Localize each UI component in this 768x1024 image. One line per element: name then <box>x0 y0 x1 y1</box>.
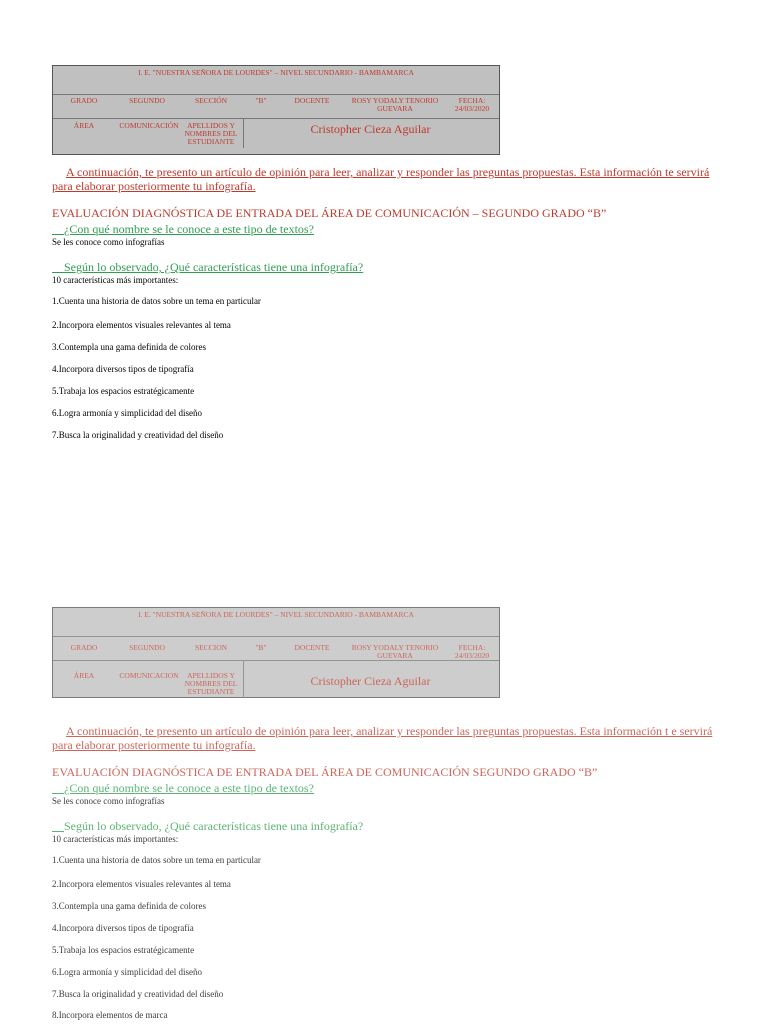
list-item: 4.Incorpora diversos tipos de tipografía <box>52 364 194 374</box>
docente-label: DOCENTE <box>294 643 330 652</box>
list-item: 1.Cuenta una historia de datos sobre un tema en particular <box>52 296 261 306</box>
list-item: 7.Busca la originalidad y creatividad del diseño <box>52 989 224 999</box>
evaluation-title: EVALUACIÓN DIAGNÓSTICA DE ENTRADA DEL ÁREA DE COMUNICACIÓN SEGUNDO GRADO “B” <box>52 765 598 779</box>
answer-1: Se les conoce como infografías <box>52 796 165 806</box>
fecha-value: 24/03/2020 <box>454 651 490 660</box>
list-item: 3.Contempla una gama definida de colores <box>52 901 206 911</box>
apellidos-label: APELLIDOS Y NOMBRES DEL ESTUDIANTE <box>184 671 238 696</box>
fecha-value: 24/03/2020 <box>454 104 490 113</box>
area-value: COMUNICACIÓN <box>119 121 179 130</box>
list-item: 2.Incorpora elementos visuales relevantes al tema <box>52 320 231 330</box>
header-area-row <box>53 660 499 696</box>
list-item: 4.Incorpora diversos tipos de tipografía <box>52 923 194 933</box>
fecha-label: FECHA: <box>458 643 486 652</box>
question-1: ¿Con qué nombre se le conoce a este tipo de textos? <box>64 222 314 236</box>
list-item: 2.Incorpora elementos visuales relevantes al tema <box>52 879 231 889</box>
list-item: 1.Cuenta una historia de datos sobre un tema en particular <box>52 855 261 865</box>
list-item: 3.Contempla una gama definida de colores <box>52 342 206 352</box>
list-item: 5.Trabaja los espacios estratégicamente <box>52 945 195 955</box>
question-2: Según lo observado, ¿Qué características tiene una infografía? <box>64 260 364 274</box>
list-item: 6.Logra armonía y simplicidad del diseño <box>52 967 202 977</box>
fecha-label: FECHA: <box>458 96 486 105</box>
intro-paragraph: A continuación, te presento un artículo de opinión para leer, analizar y responder las preguntas propuestas. Esta información t e servirá para elaborar posteriormente tu infografía. <box>52 724 713 752</box>
apellidos-label: APELLIDOS Y NOMBRES DEL ESTUDIANTE <box>184 121 238 146</box>
seccion-label: SECCION <box>194 643 228 652</box>
intro-paragraph: A continuación, te presento un artículo de opinión para leer, analizar y responder las preguntas propuestas. Esta información te servirá para elaborar posteriormente tu infografía. <box>52 165 710 193</box>
list-item: 5.Trabaja los espacios estratégicamente <box>52 386 195 396</box>
student-name: Cristopher Cieza Aguilar <box>243 660 497 698</box>
school-name: I. E. "NUESTRA SEÑORA DE LOURDES" – NIVEL SECUNDARIO - BAMBAMARCA <box>138 610 414 619</box>
seccion-label: SECCIÓN <box>194 96 228 105</box>
grado-value: SEGUNDO <box>129 96 165 105</box>
list-item: 6.Logra armonía y simplicidad del diseño <box>52 408 202 418</box>
area-value: COMUNICACION <box>119 671 179 680</box>
grado-label: GRADO <box>70 643 98 652</box>
grado-value: SEGUNDO <box>129 643 165 652</box>
header-school-row <box>53 608 499 637</box>
docente-value: ROSY YODALY TENORIO GUEVARA <box>351 643 439 660</box>
header-school-row <box>53 66 499 95</box>
docente-label: DOCENTE <box>294 96 330 105</box>
grado-label: GRADO <box>70 96 98 105</box>
header-area-row <box>53 118 499 154</box>
area-label: ÁREA <box>73 671 95 680</box>
header-table <box>52 65 500 155</box>
evaluation-title: EVALUACIÓN DIAGNÓSTICA DE ENTRADA DEL ÁREA DE COMUNICACIÓN – SEGUNDO GRADO “B” <box>52 206 607 220</box>
answer-2-heading: 10 características más importantes: <box>52 834 179 844</box>
question-2: Según lo observado, ¿Qué características tiene una infografía? <box>64 819 364 833</box>
student-name: Cristopher Cieza Aguilar <box>243 118 497 148</box>
docente-value: ROSY YODALY TENORIO GUEVARA <box>351 96 439 113</box>
area-label: ÁREA <box>73 121 95 130</box>
list-item: 7.Busca la originalidad y creatividad del diseño <box>52 430 224 440</box>
school-name: I. E. "NUESTRA SEÑORA DE LOURDES" – NIVEL SECUNDARIO - BAMBAMARCA <box>138 68 414 77</box>
list-item: 8.Incorpora elementos de marca <box>52 1010 168 1020</box>
header-grade-row <box>53 94 499 119</box>
answer-2-heading: 10 características más importantes: <box>52 275 179 285</box>
seccion-value: "B" <box>255 96 267 105</box>
seccion-value: "B" <box>255 643 267 652</box>
header-grade-row <box>53 636 499 661</box>
question-1: ¿Con qué nombre se le conoce a este tipo de textos? <box>64 781 314 795</box>
answer-1: Se les conoce como infografías <box>52 237 165 247</box>
header-table-2 <box>52 607 500 698</box>
